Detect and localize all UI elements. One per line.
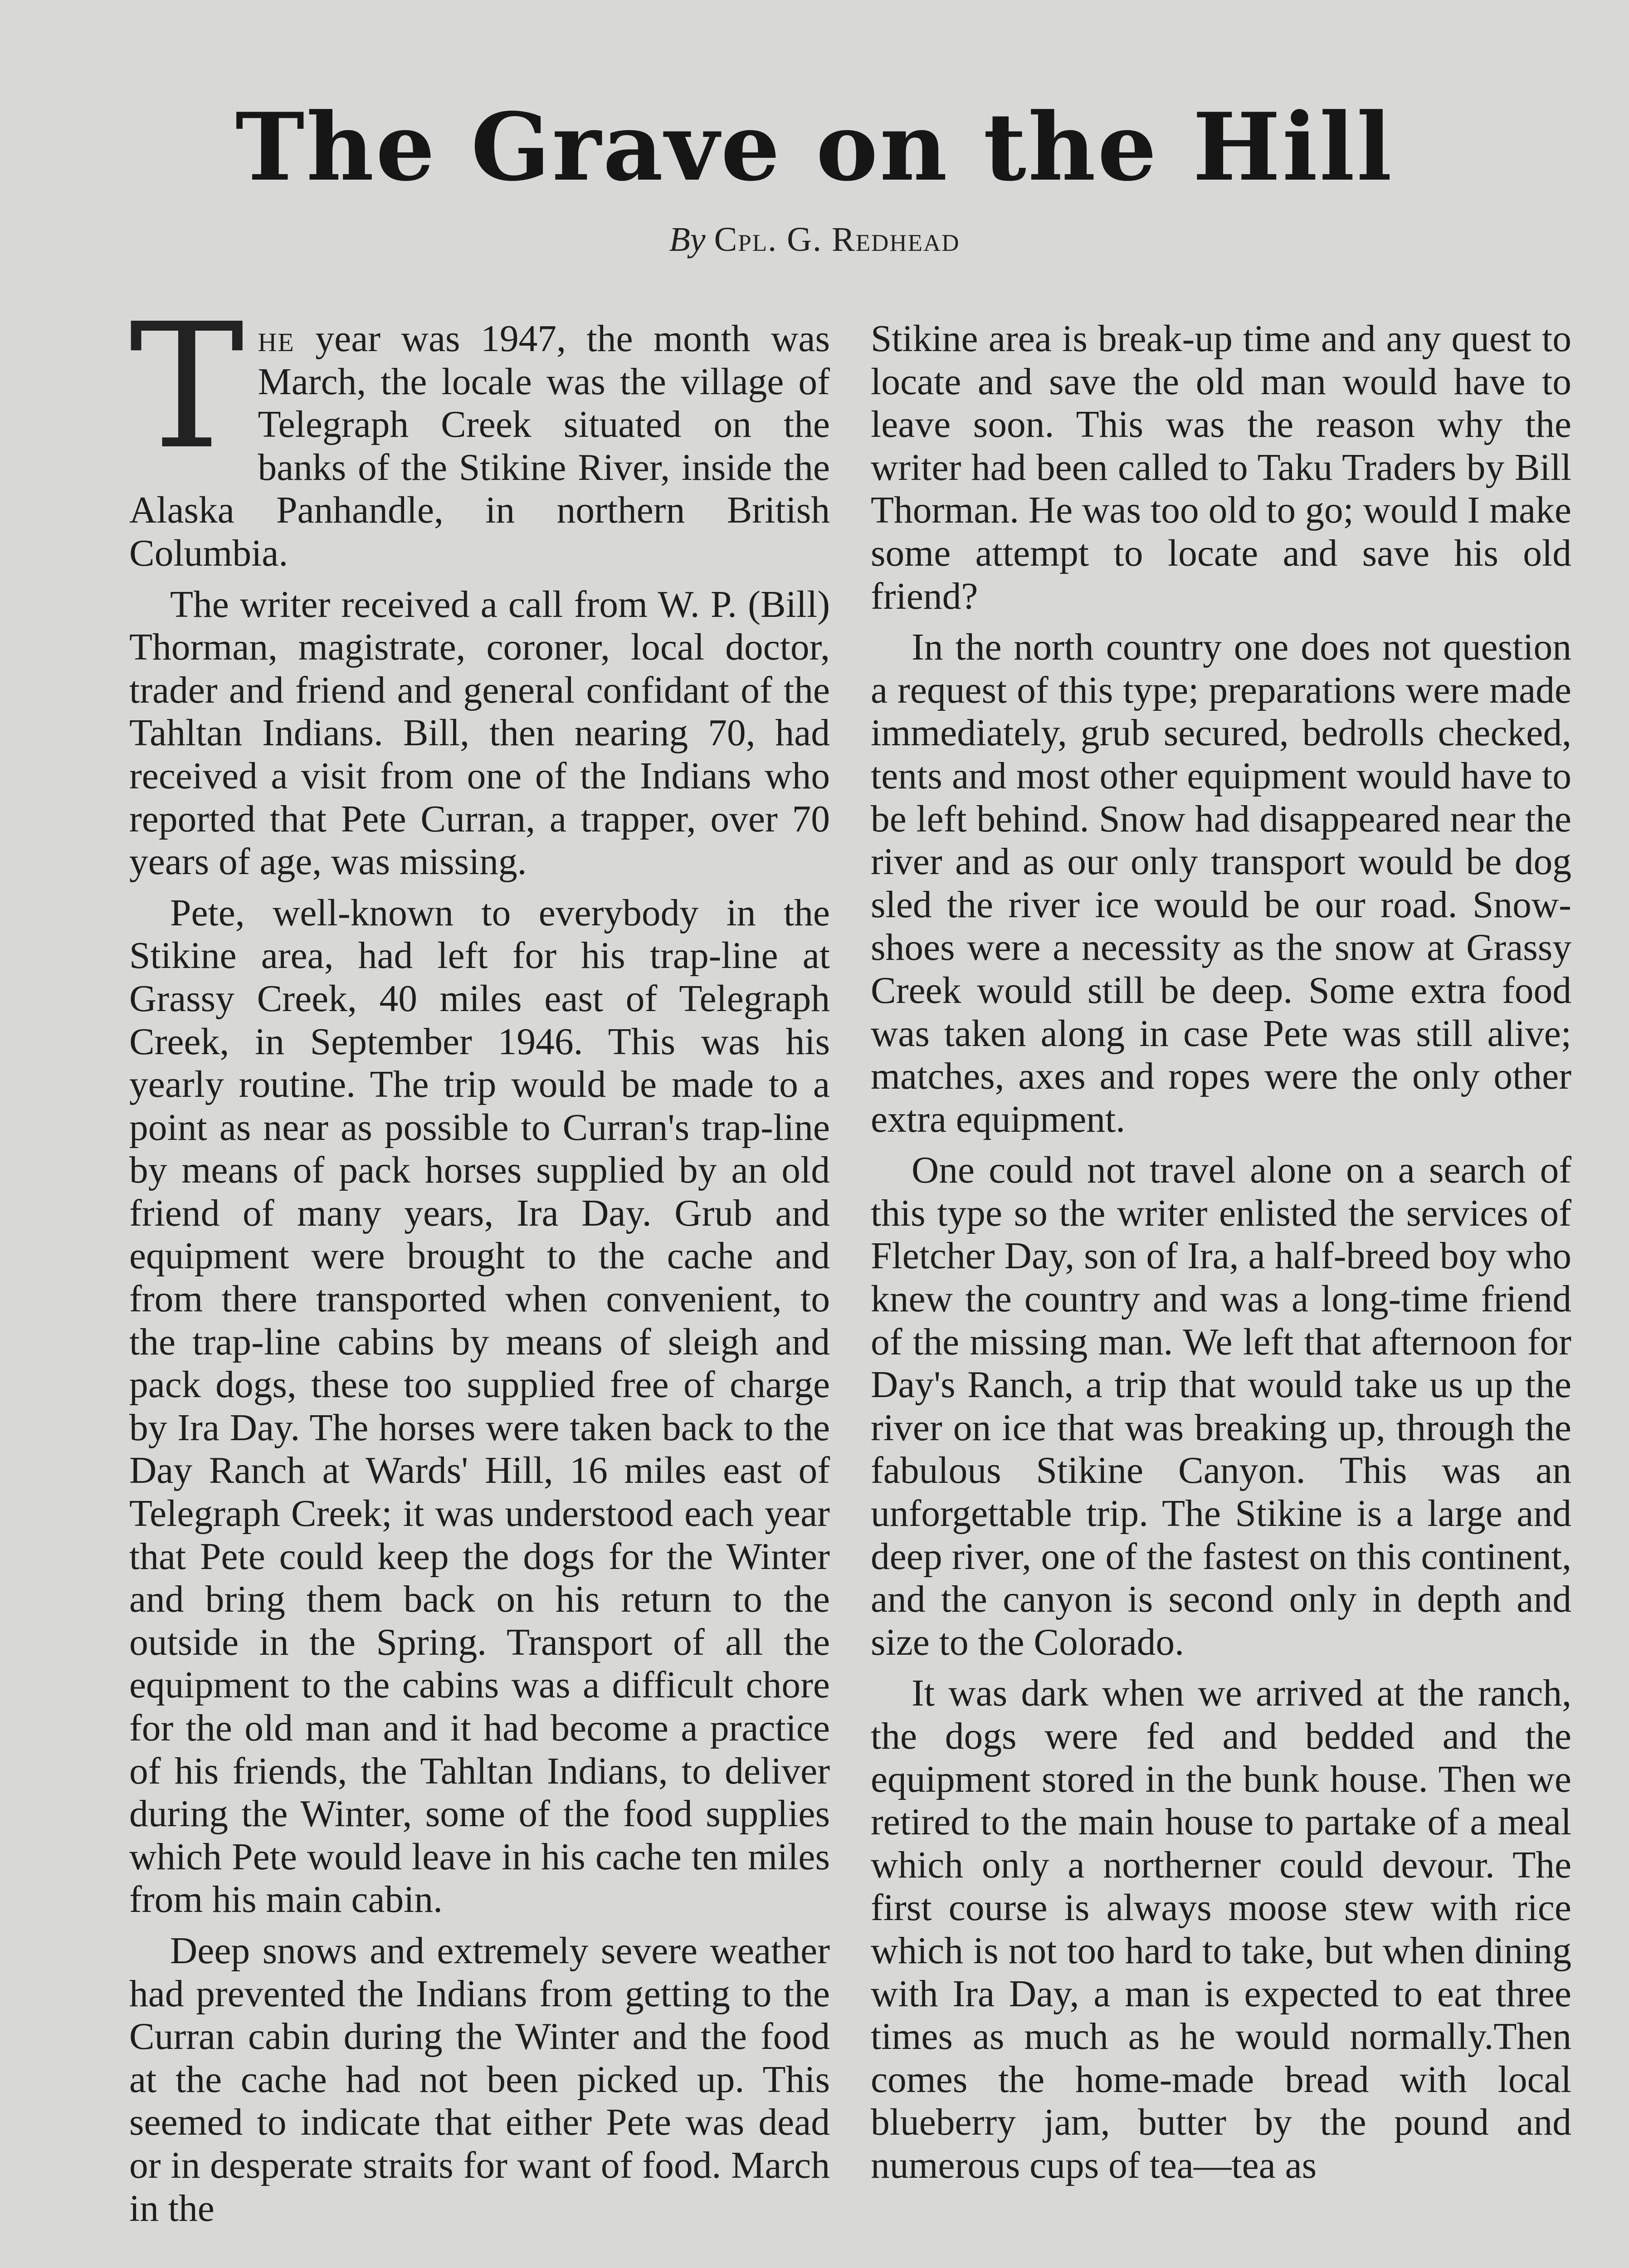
lead-small-caps: he <box>258 318 295 360</box>
byline-prefix: By <box>669 220 706 259</box>
paragraph-4: Deep snows and extremely severe weather had prevented the Indians from getting to the Curran cabin during the Winter and the food at the cache had not been picked up. This seemed to indicate that either Pete was dead or in desperate straits for want of food. March in the <box>129 1930 830 2229</box>
paragraph-5: In the north country one does not question a request of this type; preparations were made immediately, grub secured, bedrolls checked, tents and most other equipment would have to be left behind. Snow had disappeared near the river and as our only transport would be dog sled the river ice would be our road. Snow-shoes were a necessity as the snow at Grassy Creek would still be deep. Some extra food was taken along in case Pete was still alive; matches, axes and ropes were the only other extra equipment. <box>871 626 1571 1140</box>
drop-cap: T <box>129 286 244 487</box>
left-column <box>129 286 830 2238</box>
paragraph-6: One could not travel alone on a search of this type so the writer enlisted the services of Fletcher Day, son of Ira, a half-breed boy who knew the country and was a long-time friend of the missing man. We left that afternoon for Day's Ranch, a trip that would take us up the river on ice that was breaking up, through the fabulous Stikine Canyon. This was an unforgettable trip. The Stikine is a large and deep river, one of the fastest on this continent, and the canyon is second only in depth and size to the Colorado. <box>871 1149 1571 1663</box>
byline-author: Cpl. G. Redhead <box>714 220 960 259</box>
paragraph-7: It was dark when we arrived at the ranch, the dogs were fed and bedded and the equipment stored in the bunk house. Then we retired to the main house to partake of a meal which only a northerner could devour. The first course is always moose stew with rice which is not too hard to take, but when dining with Ira Day, a man is expected to eat three times as much as he would normally.Then comes the home-made bread with local blueberry jam, butter by the pound and numerous cups of tea—tea as <box>871 1672 1571 2186</box>
article-title: The Grave on the Hill <box>235 93 1394 202</box>
paragraph-3: Pete, well-known to everybody in the Stikine area, had left for his trap-line at Grassy Creek, 40 miles east of Telegraph Creek, in September 1946. This was his yearly routine. The trip would be made to a point as near as possible to Curran's trap-line by means of pack horses supplied by an old friend of many years, Ira Day. Grub and equipment were brought to the cache and from there transported when convenient, to the trap-line cabins by means of sleigh and pack dogs, these too supplied free of charge by Ira Day. The horses were taken back to the Day Ranch at Wards' Hill, 16 miles east of Telegraph Creek; it was understood each year that Pete could keep the dogs for the Winter and bring them back on his return to the outside in the Spring. Transport of all the equipment to the cabins was a difficult chore for the old man and it had become a practice of his friends, the Tahltan Indians, to deliver during the Winter, some of the food supplies which Pete would leave in his cache ten miles from his main cabin. <box>129 892 830 1921</box>
paragraph-4-continued: Stikine area is break-up time and any quest to locate and save the old man would have to leave soon. This was the reason why the writer had been called to Taku Traders by Bill Thorman. He was too old to go; would I make some attempt to locate and save his old friend? <box>871 318 1571 617</box>
paragraph-1 <box>129 286 830 575</box>
right-column <box>871 318 1571 2195</box>
byline <box>0 220 1629 259</box>
paragraph-2: The writer received a call from W. P. (Bill) Thorman, magistrate, coroner, local doctor, trader and friend and general confidant of the Tahltan Indians. Bill, then nearing 70, had received a visit from one of the Indians who reported that Pete Curran, a trapper, over 70 years of age, was missing. <box>129 583 830 883</box>
paragraph-1-text: year was 1947, the month was March, the locale was the village of Telegraph Creek situated on the banks of the Stikine River, inside the Alaska Panhandle, in northern British Columbia. <box>129 318 830 574</box>
